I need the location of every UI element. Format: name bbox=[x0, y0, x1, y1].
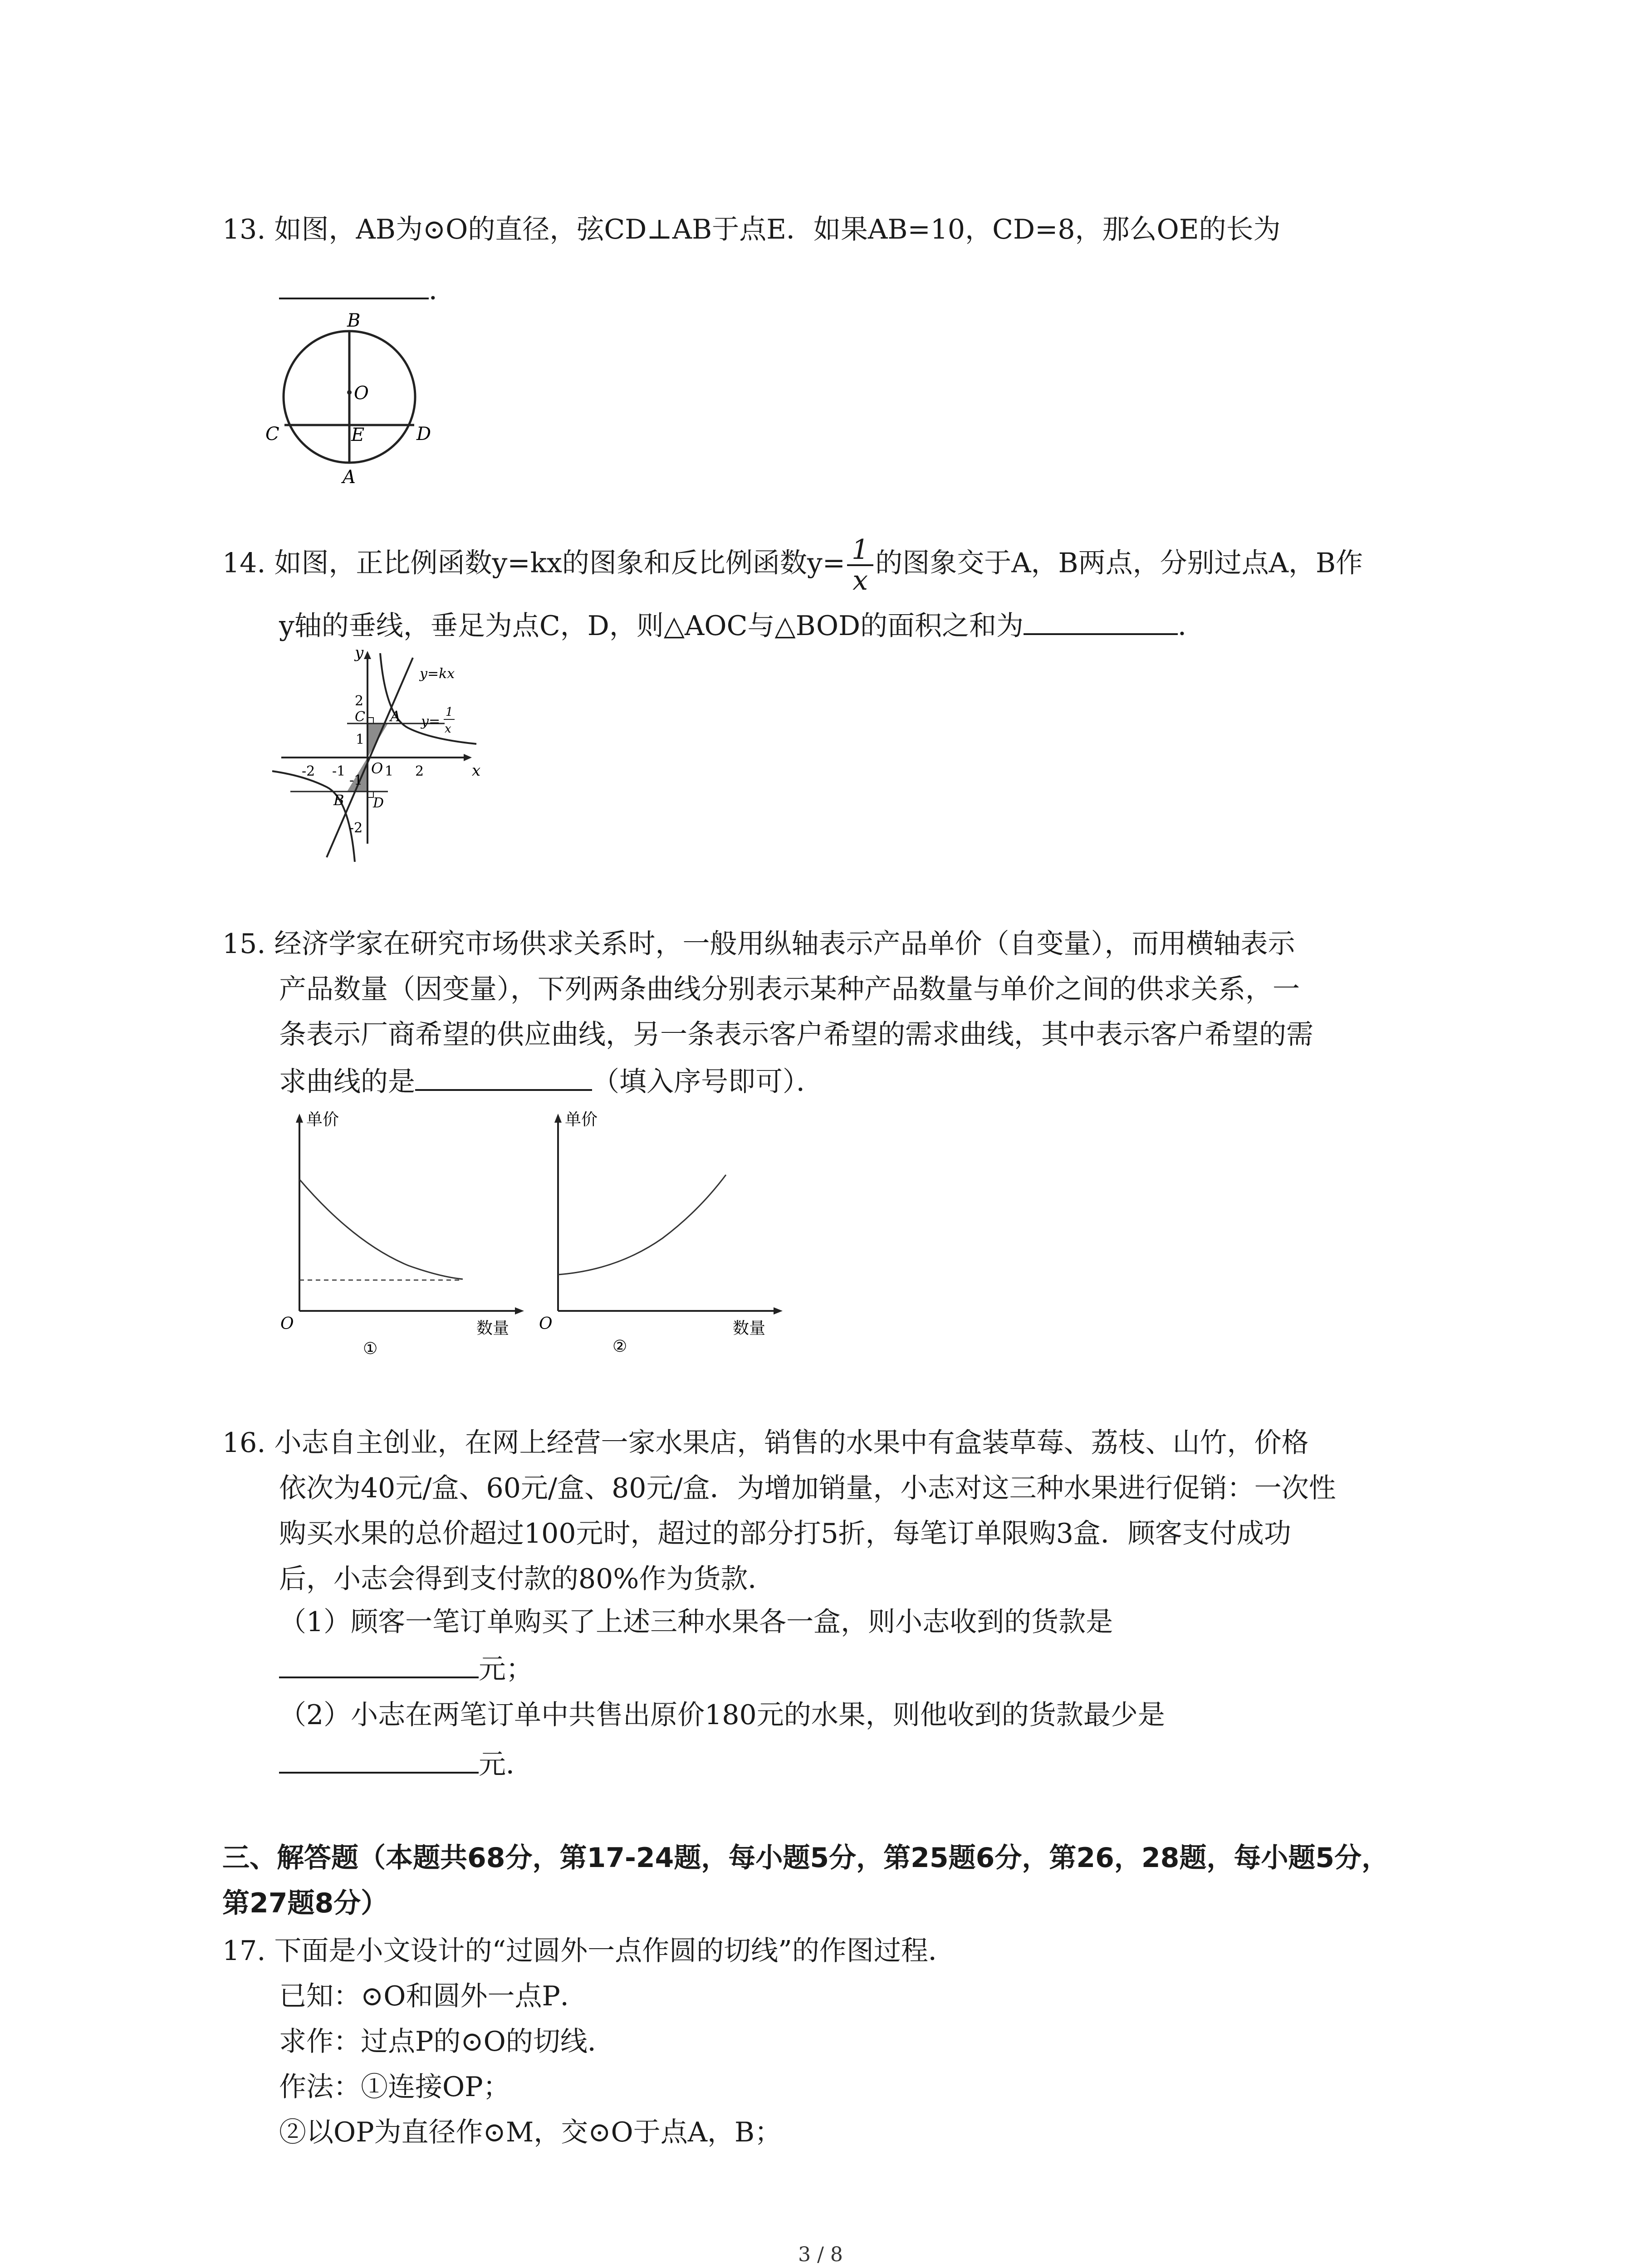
q17-line1: 17. 下面是小文设计的“过圆外一点作圆的切线”的作图过程． bbox=[222, 1935, 955, 1967]
q14-text-a: 14. 如图，正比例函数y=kx的图象和反比例函数y= bbox=[222, 547, 846, 579]
q14-point-c: C bbox=[355, 709, 365, 725]
q14-curve-den: x bbox=[445, 722, 451, 736]
section3-heading-line1: 三、解答题（本题共68分，第17-24题，每小题5分，第25题6分，第26，28题，每小题5分， bbox=[222, 1842, 1389, 1874]
q14-text-b: 的图象交于A，B两点，分别过点A，B作 bbox=[875, 547, 1363, 579]
q16-sub2-answer bbox=[279, 1746, 533, 1781]
q14-graph-figure bbox=[277, 644, 513, 857]
q14-point-d: D bbox=[373, 795, 384, 811]
q17-step1: 作法：①连接OP； bbox=[279, 2071, 510, 2103]
q14-blank[interactable] bbox=[1024, 608, 1178, 635]
q15-g1-x-label: 数量 bbox=[476, 1319, 509, 1338]
q14-line2 bbox=[279, 608, 1205, 642]
q14-period: ． bbox=[1178, 610, 1205, 642]
q14-curve-num: 1 bbox=[446, 705, 453, 719]
q14-curve-label: y= bbox=[421, 714, 441, 729]
section3-heading-line2: 第27题8分） bbox=[222, 1887, 388, 1919]
q15-graph-2 bbox=[535, 1107, 789, 1361]
q14-x-axis-label: x bbox=[472, 762, 481, 780]
q14-tick-x-1: 1 bbox=[385, 763, 394, 779]
q16-sub1-answer bbox=[279, 1651, 533, 1686]
q16-line3: 购买水果的总价超过100元时，超过的部分打5折，每笔订单限购3盒．顾客支付成功 bbox=[279, 1518, 1291, 1549]
q14-frac-num: 1 bbox=[847, 535, 873, 566]
q16-line1: 16. 小志自主创业，在网上经营一家水果店，销售的水果中有盒装草莓、荔枝、山竹，价格 bbox=[222, 1427, 1309, 1459]
q16-sub1-tail: 元； bbox=[479, 1653, 533, 1685]
q16-blank-2[interactable] bbox=[279, 1746, 479, 1774]
q13-period: ． bbox=[429, 274, 456, 306]
q14-line2-text: y轴的垂线，垂足为点C，D，则△AOC与△BOD的面积之和为 bbox=[279, 610, 1024, 642]
q15-g2-x-label: 数量 bbox=[733, 1319, 766, 1338]
q17-given: 已知：⊙O和圆外一点P． bbox=[279, 1980, 588, 2012]
q15-line4-b: （填入序号即可）． bbox=[592, 1066, 823, 1098]
q17-task: 求作：过点P的⊙O的切线． bbox=[279, 2026, 615, 2058]
q15-g1-origin: O bbox=[280, 1315, 294, 1333]
q14-point-b: B bbox=[333, 792, 344, 809]
q14-origin-label: O bbox=[371, 760, 383, 777]
q13-blank[interactable] bbox=[279, 272, 429, 299]
q15-g1-y-label: 单价 bbox=[306, 1110, 339, 1129]
q15-g2-origin: O bbox=[539, 1315, 553, 1333]
q14-fraction bbox=[847, 535, 873, 595]
q16-line2: 依次为40元/盒、60元/盒、80元/盒．为增加销量，小志对这三种水果进行促销：一次性 bbox=[279, 1472, 1336, 1504]
q14-line1 bbox=[222, 535, 1363, 595]
q16-sub2: （2）小志在两笔订单中共售出原价180元的水果，则他收到的货款最少是 bbox=[279, 1699, 1165, 1731]
q14-tick-y-1: 1 bbox=[356, 732, 365, 748]
q15-line1: 15. 经济学家在研究市场供求关系时，一般用纵轴表示产品单价（自变量），而用横轴表示 bbox=[222, 928, 1295, 960]
q13-answer-line bbox=[279, 272, 456, 307]
q13-label-b: B bbox=[347, 310, 361, 331]
q13-label-a: A bbox=[343, 467, 356, 488]
q15-line2: 产品数量（因变量），下列两条曲线分别表示某种产品数量与单价之间的供求关系，一 bbox=[279, 973, 1300, 1005]
q16-sub2-tail: 元． bbox=[479, 1749, 533, 1780]
q13-label-d: D bbox=[416, 424, 431, 445]
q14-y-axis-label: y bbox=[355, 644, 364, 662]
q15-g1-tag: ① bbox=[363, 1339, 378, 1358]
q14-line-label: y=kx bbox=[420, 666, 455, 682]
q13-label-c: C bbox=[265, 424, 279, 445]
q15-line4 bbox=[279, 1064, 823, 1098]
q15-graph-1 bbox=[272, 1107, 526, 1361]
q15-g2-tag: ② bbox=[612, 1337, 627, 1356]
page-number: 3 / 8 bbox=[798, 2243, 843, 2266]
q15-g2-y-label: 单价 bbox=[565, 1110, 598, 1129]
q14-tick-x-neg1: -1 bbox=[332, 763, 346, 779]
q16-line4: 后，小志会得到支付款的80%作为货款． bbox=[279, 1563, 775, 1595]
q13-label-e: E bbox=[351, 425, 365, 445]
q15-blank[interactable] bbox=[415, 1064, 592, 1091]
q14-tick-x-neg2: -2 bbox=[302, 763, 315, 779]
q17-step2: ②以OP为直径作⊙M，交⊙O于点A，B； bbox=[279, 2116, 782, 2148]
q14-tick-y-2: 2 bbox=[355, 693, 364, 709]
q14-tick-x-2: 2 bbox=[415, 763, 424, 779]
q16-blank-1[interactable] bbox=[279, 1651, 479, 1678]
q15-line4-a: 求曲线的是 bbox=[279, 1066, 415, 1098]
q14-tick-y-neg1: -1 bbox=[349, 772, 363, 788]
q14-point-a: A bbox=[390, 708, 401, 725]
q14-tick-y-neg2: -2 bbox=[349, 820, 363, 836]
q13-circle-figure bbox=[265, 304, 431, 488]
q15-line3: 条表示厂商希望的供应曲线，另一条表示客户希望的需求曲线，其中表示客户希望的需 bbox=[279, 1019, 1313, 1051]
q13-text: 13. 如图，AB为⊙O的直径，弦CD⊥AB于点E．如果AB=10，CD=8，那么OE的长为 bbox=[222, 214, 1281, 245]
q16-sub1: （1）顾客一笔订单购买了上述三种水果各一盒，则小志收到的货款是 bbox=[279, 1606, 1113, 1638]
q14-frac-den: x bbox=[852, 565, 868, 596]
q13-label-o: O bbox=[354, 383, 369, 404]
